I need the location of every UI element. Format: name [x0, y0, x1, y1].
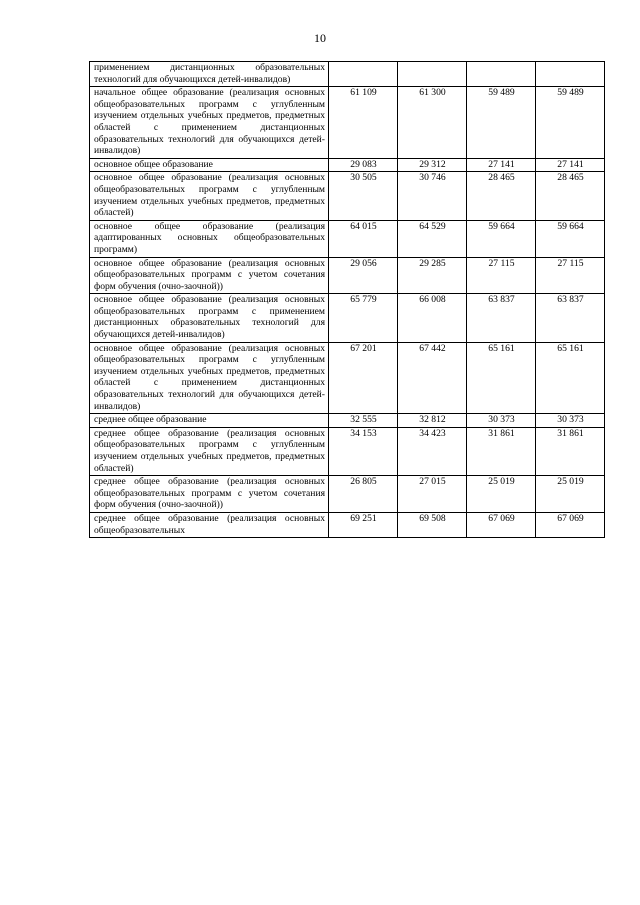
row-value-1: 29 083	[329, 158, 398, 172]
row-value-2: 27 015	[398, 476, 467, 513]
row-value-2	[398, 62, 467, 87]
row-value-1: 34 153	[329, 427, 398, 475]
row-value-3: 65 161	[467, 342, 536, 414]
row-value-1: 26 805	[329, 476, 398, 513]
row-value-4: 28 465	[536, 172, 605, 220]
row-value-1: 29 056	[329, 257, 398, 294]
row-description: начальное общее образование (реализация основных общеобразовательных программ с углубленным изучением отдельных учебных предметов, предметных областей с применением дистанционных образовательных технологий для обучающихся детей-инвалидов)	[90, 87, 329, 159]
table-row	[90, 62, 605, 87]
row-value-2: 34 423	[398, 427, 467, 475]
row-description: применением дистанционных образовательных технологий для обучающихся детей-инвалидов)	[90, 62, 329, 87]
row-value-2: 69 508	[398, 512, 467, 537]
row-value-1: 64 015	[329, 220, 398, 257]
row-value-3: 31 861	[467, 427, 536, 475]
row-value-1: 61 109	[329, 87, 398, 159]
table-body	[90, 62, 605, 538]
row-value-2: 67 442	[398, 342, 467, 414]
table-row	[90, 512, 605, 537]
row-value-3: 28 465	[467, 172, 536, 220]
table-row	[90, 172, 605, 220]
row-description: среднее общее образование (реализация основных общеобразовательных программ с учетом сочетания форм обучения (очно-заочной))	[90, 476, 329, 513]
table-row	[90, 342, 605, 414]
table-row	[90, 294, 605, 342]
row-value-4: 59 489	[536, 87, 605, 159]
row-value-2: 61 300	[398, 87, 467, 159]
table-row	[90, 414, 605, 428]
row-value-4: 63 837	[536, 294, 605, 342]
row-description: среднее общее образование (реализация основных общеобразовательных программ с углубленным изучением отдельных учебных предметов, предметных областей)	[90, 427, 329, 475]
table-row	[90, 220, 605, 257]
row-value-3: 59 489	[467, 87, 536, 159]
funding-table	[89, 61, 605, 538]
row-value-2: 29 285	[398, 257, 467, 294]
table-row	[90, 476, 605, 513]
row-value-1	[329, 62, 398, 87]
table-row	[90, 427, 605, 475]
row-description: основное общее образование (реализация основных общеобразовательных программ с углубленным изучением отдельных учебных предметов, предметных областей с применением дистанционных образовательных технологий для обучающихся детей-инвалидов)	[90, 342, 329, 414]
row-value-3: 27 141	[467, 158, 536, 172]
row-value-4: 25 019	[536, 476, 605, 513]
row-value-2: 29 312	[398, 158, 467, 172]
table-row	[90, 158, 605, 172]
table-row	[90, 87, 605, 159]
row-value-3	[467, 62, 536, 87]
table-row	[90, 257, 605, 294]
row-value-1: 69 251	[329, 512, 398, 537]
row-description: среднее общее образование	[90, 414, 329, 428]
row-description: основное общее образование	[90, 158, 329, 172]
row-value-3: 30 373	[467, 414, 536, 428]
row-description: основное общее образование (реализация основных общеобразовательных программ с углубленным изучением отдельных учебных предметов, предметных областей)	[90, 172, 329, 220]
row-value-3: 63 837	[467, 294, 536, 342]
row-value-4	[536, 62, 605, 87]
row-value-4: 59 664	[536, 220, 605, 257]
row-description: основное общее образование (реализация основных общеобразовательных программ с применением дистанционных образовательных технологий для обучающихся детей-инвалидов)	[90, 294, 329, 342]
row-value-2: 30 746	[398, 172, 467, 220]
row-value-2: 64 529	[398, 220, 467, 257]
row-value-1: 65 779	[329, 294, 398, 342]
row-value-4: 27 141	[536, 158, 605, 172]
row-value-3: 27 115	[467, 257, 536, 294]
row-value-2: 66 008	[398, 294, 467, 342]
row-value-4: 31 861	[536, 427, 605, 475]
page-number: 10	[314, 31, 326, 45]
row-value-2: 32 812	[398, 414, 467, 428]
row-description: среднее общее образование (реализация основных общеобразовательных	[90, 512, 329, 537]
row-value-4: 65 161	[536, 342, 605, 414]
row-description: основное общее образование (реализация основных общеобразовательных программ с учетом сочетания форм обучения (очно-заочной))	[90, 257, 329, 294]
row-value-3: 67 069	[467, 512, 536, 537]
row-description: основное общее образование (реализация адаптированных основных общеобразовательных программ)	[90, 220, 329, 257]
row-value-1: 30 505	[329, 172, 398, 220]
row-value-3: 59 664	[467, 220, 536, 257]
row-value-4: 67 069	[536, 512, 605, 537]
row-value-4: 27 115	[536, 257, 605, 294]
row-value-4: 30 373	[536, 414, 605, 428]
row-value-3: 25 019	[467, 476, 536, 513]
row-value-1: 32 555	[329, 414, 398, 428]
row-value-1: 67 201	[329, 342, 398, 414]
